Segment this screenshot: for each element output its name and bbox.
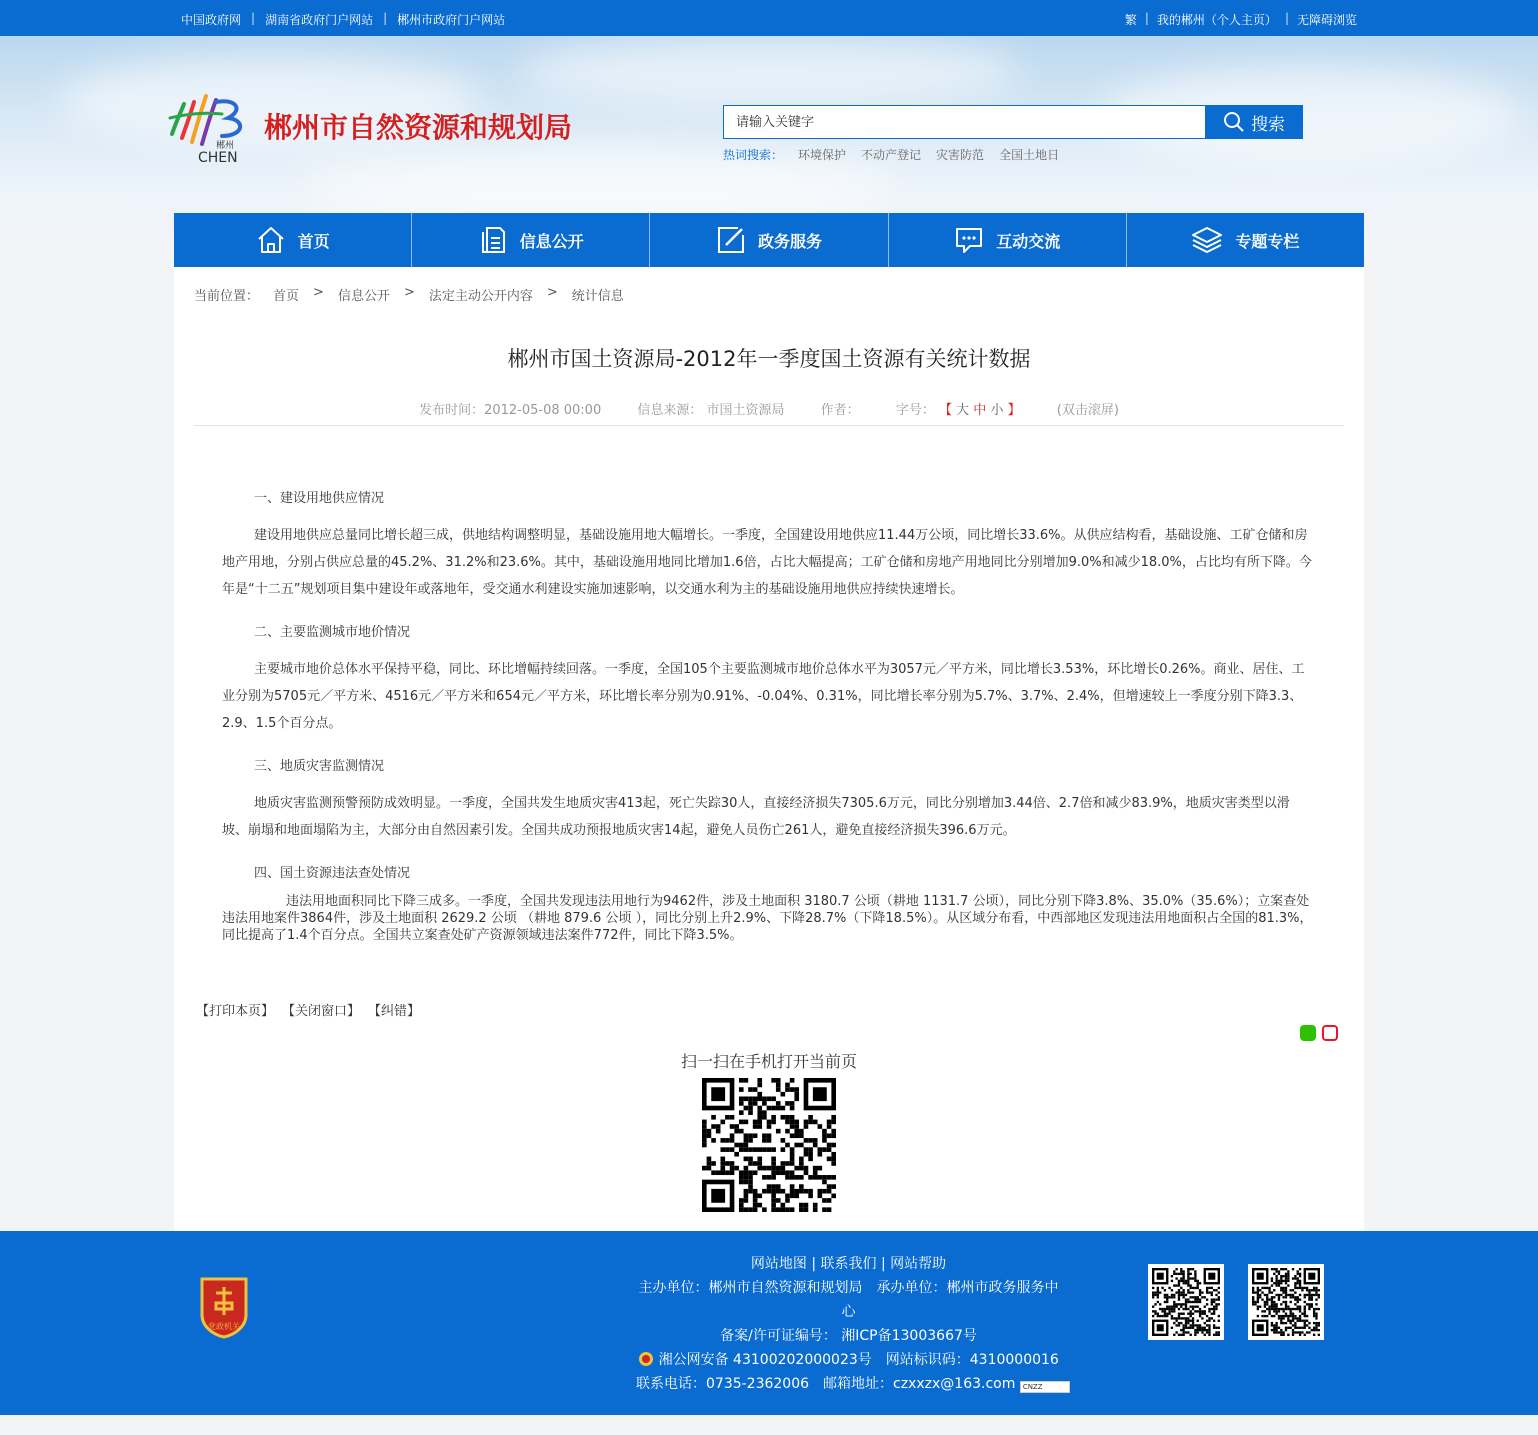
- nav-label: 首页: [297, 231, 330, 251]
- cnzz-icon[interactable]: CNZZ: [1020, 1381, 1070, 1393]
- footer-contact: 联系电话：0735-2362006 邮箱地址：czxxzx@163.com CNZZ: [636, 1372, 1061, 1396]
- document-icon: [478, 225, 508, 255]
- font-medium-button[interactable]: 中: [973, 403, 987, 418]
- hot-word[interactable]: 灾害防范: [936, 148, 985, 162]
- nav-special[interactable]: [1127, 213, 1364, 267]
- font-small-button[interactable]: 小: [990, 403, 1004, 418]
- breadcrumb-sep: >: [313, 285, 324, 300]
- article-tools: [196, 1000, 420, 1019]
- hot-word[interactable]: 全国土地日: [999, 148, 1060, 162]
- separator: |: [1284, 11, 1289, 25]
- footer-police[interactable]: 湘公网安备 43100202000023号 网站标识码：4310000016: [636, 1348, 1061, 1372]
- home-icon: [256, 225, 286, 255]
- breadcrumb-sep: >: [403, 285, 415, 300]
- section-paragraph: 违法用地面积同比下降三成多。一季度，全国共发现违法用地行为9462件，涉及土地面积 3180.7 公顷（耕地 1131.7 公顷），同比分别下降3.8%、35.0%（35.6%）；立案查处违法用地案件3864件，涉及土地面积 2629.2 公顷 （耕地 879.6 公顷 ），同比分别上升2.9%、下降28.7%（下降18.5%）。从区域分布看，中西部地区发现违法用地面积占全国的81.3%，同比提高了1.4个百分点。全国共立案查处矿产资源领域违法案件772件，同比下降3.5%。: [222, 894, 1313, 943]
- breadcrumb-info[interactable]: 信息公开: [337, 289, 390, 304]
- link-chenzhou-gov[interactable]: 郴州市政府门户网站: [397, 13, 506, 27]
- search-button[interactable]: [1205, 105, 1303, 139]
- section-paragraph: 主要城市地价总体水平保持平稳，同比、环比增幅持续回落。一季度，全国105个主要监测城市地价总体水平为3057元／平方米，同比增长3.53%，环比增长0.26%。商业、居住、工业分别为5705元／平方米、4516元／平方米和654元／平方米，环比增长率分别为0.91%、-0.04%、0.31%，同比增长率分别为5.7%、3.7%、2.4%，但增速较上一季度分别下降3.3、2.9、1.5个百分点。: [222, 662, 1305, 731]
- breadcrumb-sep: >: [546, 285, 558, 300]
- breadcrumb-legal[interactable]: 法定主动公开内容: [428, 289, 533, 304]
- close-window-button[interactable]: 【关闭窗口】: [282, 1004, 361, 1019]
- footer-links[interactable]: 网站地图 | 联系我们 | 网站帮助: [750, 1256, 947, 1272]
- footer: [0, 1231, 1538, 1415]
- footer-info: [636, 1252, 1061, 1396]
- link-gov-cn[interactable]: 中国政府网: [181, 13, 242, 27]
- hot-search-label: 热词搜索：: [723, 148, 784, 162]
- footer-qr-code-2: [1248, 1264, 1324, 1340]
- layers-icon: [1191, 225, 1223, 255]
- svg-text:党政机关: 党政机关: [208, 1322, 240, 1331]
- main-nav: [174, 213, 1364, 267]
- edit-icon: [716, 225, 746, 255]
- hot-word[interactable]: 不动产登记: [861, 148, 922, 162]
- police-badge-icon: [638, 1351, 654, 1367]
- share-buttons: [1300, 1025, 1338, 1041]
- svg-text:郴州: 郴州: [216, 141, 235, 151]
- nav-info-public[interactable]: [412, 213, 650, 267]
- qr-code-icon: [1152, 1268, 1220, 1336]
- top-bar: [0, 0, 1538, 36]
- font-large-button[interactable]: 大: [956, 403, 970, 418]
- section-paragraph: 地质灾害监测预警预防成效明显。一季度，全国共发生地质灾害413起，死亡失踪30人，直接经济损失7305.6万元，同比分别增加3.44倍、2.7倍和减少83.9%，地质灾害类型以滑坡、崩塌和地面塌陷为主，大部分由自然因素引发。全国共成功预报地质灾害14起，避免人员伤亡261人，避免直接经济损失396.6万元。: [222, 796, 1290, 838]
- double-click-scroll[interactable]: (双击滚屏): [1056, 403, 1119, 418]
- publish-time: 发布时间：2012-05-08 00:00: [419, 403, 602, 418]
- breadcrumb-home[interactable]: 首页: [273, 289, 300, 304]
- hot-search: [723, 146, 1059, 163]
- info-source: 信息来源： 市国土资源局: [637, 403, 785, 418]
- nav-home[interactable]: [174, 213, 412, 267]
- link-traditional[interactable]: 繁: [1124, 13, 1137, 27]
- article-meta: [174, 399, 1364, 418]
- hot-word[interactable]: 环境保护: [798, 148, 847, 162]
- report-error-button[interactable]: 【纠错】: [368, 1004, 421, 1019]
- section-paragraph: 建设用地供应总量同比增长超三成，供地结构调整明显，基础设施用地大幅增长。一季度，全国建设用地供应11.44万公顷，同比增长33.6%。从供应结构看，基础设施、工矿仓储和房地产用地，分别占供应总量的45.2%、31.2%和23.6%。其中，基础设施用地同比增加1.6倍，占比大幅提高；工矿仓储和房地产用地同比分别增加9.0%和减少18.0%，占比均有所下降。今年是“十二五”规划项目集中建设年或落地年，受交通水利建设实施加速影响，以交通水利为主的基础设施用地供应持续快速增长。: [222, 528, 1312, 597]
- link-hunan-gov[interactable]: 湖南省政府门户网站: [265, 13, 374, 27]
- separator: |: [251, 11, 256, 25]
- page-bottom: [0, 1415, 1538, 1435]
- article-title: 郴州市国土资源局-2012年一季度国土资源有关统计数据: [507, 347, 1031, 371]
- site-title: 郴州市自然资源和规划局: [264, 111, 573, 144]
- search-bar: [723, 105, 1303, 139]
- nav-interaction[interactable]: [889, 213, 1127, 267]
- qr-code-icon: [702, 1078, 836, 1212]
- footer-icp[interactable]: 备案/许可证编号： 湘ICP备13003667号: [720, 1328, 977, 1344]
- breadcrumb: [194, 285, 624, 304]
- breadcrumb-stats[interactable]: 统计信息: [571, 289, 624, 304]
- article-body: [222, 485, 1314, 944]
- nav-gov-service[interactable]: [650, 213, 888, 267]
- section-heading: 一、建设用地供应情况: [254, 491, 385, 506]
- weibo-share-icon[interactable]: [1322, 1025, 1338, 1041]
- separator: |: [383, 11, 388, 25]
- nav-label: 信息公开: [519, 231, 584, 251]
- search-button-label: 搜索: [1251, 114, 1285, 135]
- author: 作者：: [820, 403, 860, 418]
- print-button[interactable]: 【打印本页】: [196, 1004, 275, 1019]
- section-heading: 二、主要监测城市地价情况: [254, 625, 411, 640]
- scan-hint: 扫一扫在手机打开当前页: [680, 1052, 857, 1071]
- nav-label: 政务服务: [758, 231, 823, 251]
- nav-label: 互动交流: [996, 231, 1061, 251]
- breadcrumb-label: 当前位置：: [194, 289, 260, 304]
- footer-qr-code-1: [1148, 1264, 1224, 1340]
- footer-host: 主办单位：郴州市自然资源和规划局 承办单位：郴州市政务服务中心: [638, 1280, 1059, 1320]
- top-links-left: [181, 11, 505, 28]
- chat-icon: [954, 225, 984, 255]
- section-heading: 三、地质灾害监测情况: [254, 759, 385, 774]
- divider: [194, 425, 1344, 426]
- main-content: [174, 267, 1364, 1231]
- city-logo-icon[interactable]: [166, 92, 250, 166]
- wechat-share-icon[interactable]: [1300, 1025, 1316, 1041]
- nav-label: 专题专栏: [1235, 231, 1300, 251]
- qr-code-icon: [1252, 1268, 1320, 1336]
- party-government-badge-icon[interactable]: [198, 1275, 250, 1339]
- separator: |: [1144, 11, 1149, 25]
- link-my-chenzhou[interactable]: 我的郴州（个人主页）: [1156, 13, 1277, 27]
- font-size-control: 字号： 【 大 中 小 】: [895, 403, 1021, 418]
- link-accessibility[interactable]: 无障碍浏览: [1296, 13, 1357, 27]
- search-icon: [1223, 111, 1245, 133]
- search-input[interactable]: [723, 105, 1205, 139]
- section-heading: 四、国土资源违法查处情况: [254, 866, 411, 881]
- top-links-right: [1125, 11, 1357, 28]
- svg-text:CHEN: CHEN: [198, 150, 238, 166]
